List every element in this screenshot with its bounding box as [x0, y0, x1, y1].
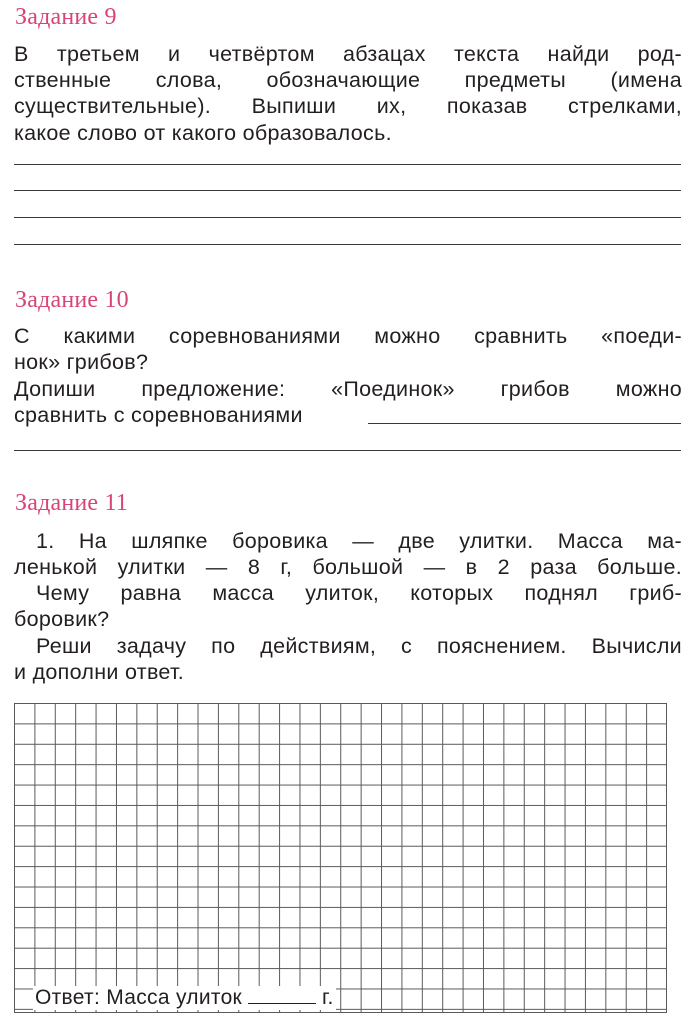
answer-row: [33, 986, 336, 1010]
task11-line-2: ленькой улитки — 8 г, большой — в 2 раза больше.: [14, 555, 682, 579]
task10-line-2: нок» грибов?: [14, 350, 149, 374]
answer-line[interactable]: [14, 164, 681, 165]
answer-line[interactable]: [368, 423, 681, 424]
task11-line-6: и дополни ответ.: [14, 660, 185, 684]
task9-line-1: В третьем и четвёртом абзацах текста найди род-: [14, 42, 682, 66]
grid-workspace[interactable]: [14, 703, 667, 1013]
task9-line-3: существительные). Выпиши их, показав стрелками,: [14, 94, 682, 118]
task11-line-4: боровик?: [14, 607, 110, 631]
task10-heading: Задание 10: [15, 287, 129, 313]
task9-heading: Задание 9: [15, 4, 117, 30]
task11-line-3: Чему равна масса улиток, которых поднял гриб-: [36, 581, 682, 605]
task10-line-3: Допиши предложение: «Поединок» грибов можно: [14, 377, 682, 401]
answer-line[interactable]: [14, 450, 681, 451]
task9-line-4: какое слово от какого образовалось.: [14, 121, 392, 145]
task10-line-4: сравнить с соревнованиями: [14, 403, 303, 427]
answer-blank[interactable]: [248, 1003, 316, 1004]
task11-line-5: Реши задачу по действиям, с пояснением. Вычисли: [36, 634, 682, 658]
answer-line[interactable]: [14, 217, 681, 218]
answer-line[interactable]: [14, 244, 681, 245]
answer-unit: г.: [322, 986, 334, 1009]
task11-line-1: 1. На шляпке боровика — две улитки. Масса ма-: [36, 529, 682, 553]
task11-heading: Задание 11: [15, 490, 128, 516]
task10-line-1: С какими соревнованиями можно сравнить «поеди-: [14, 324, 682, 348]
answer-label: Ответ: Масса улиток: [35, 986, 243, 1009]
answer-line[interactable]: [14, 190, 681, 191]
task9-line-2: ственные слова, обозначающие предметы (имена: [14, 68, 682, 92]
